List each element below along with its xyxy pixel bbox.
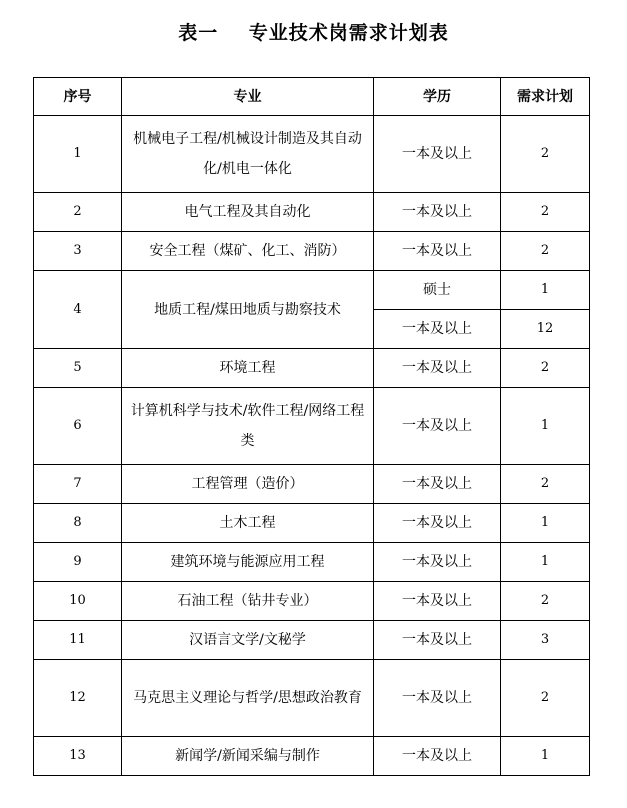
row-plan: 2 [501, 193, 590, 232]
row-major: 安全工程（煤矿、化工、消防） [122, 232, 374, 271]
row-major: 机械电子工程/机械设计制造及其自动化/机电一体化 [122, 116, 374, 193]
row-major: 工程管理（造价） [122, 465, 374, 504]
demand-table [33, 77, 590, 776]
row-major: 电气工程及其自动化 [122, 193, 374, 232]
row-plan: 2 [501, 232, 590, 271]
row-plan: 1 [501, 504, 590, 543]
row-number: 1 [34, 116, 122, 193]
row-education: 一本及以上 [374, 232, 501, 271]
row-number: 8 [34, 504, 122, 543]
row-number: 3 [34, 232, 122, 271]
row-number: 5 [34, 349, 122, 388]
row-number: 12 [34, 660, 122, 737]
row-major: 汉语言文学/文秘学 [122, 621, 374, 660]
row-major: 计算机科学与技术/软件工程/网络工程类 [122, 388, 374, 465]
header-plan: 需求计划 [501, 78, 590, 116]
row-education: 一本及以上 [374, 193, 501, 232]
row-education: 一本及以上 [374, 116, 501, 193]
row-education: 一本及以上 [374, 621, 501, 660]
header-major: 专业 [122, 78, 374, 116]
row-education: 一本及以上 [374, 465, 501, 504]
row-plan: 2 [501, 582, 590, 621]
row-plan: 2 [501, 116, 590, 193]
table-row [34, 504, 590, 543]
row-education: 一本及以上 [374, 310, 501, 349]
row-number: 2 [34, 193, 122, 232]
table-row [34, 465, 590, 504]
table-row [34, 660, 590, 737]
row-plan: 1 [501, 543, 590, 582]
row-plan: 2 [501, 349, 590, 388]
table-title: 表一 专业技术岗需求计划表 [178, 22, 449, 44]
row-major: 马克思主义理论与哲学/思想政治教育 [122, 660, 374, 737]
row-education: 一本及以上 [374, 582, 501, 621]
row-number: 13 [34, 737, 122, 776]
row-education: 一本及以上 [374, 388, 501, 465]
row-major: 土木工程 [122, 504, 374, 543]
table-row [34, 193, 590, 232]
row-major: 地质工程/煤田地质与勘察技术 [122, 271, 374, 349]
row-education: 一本及以上 [374, 737, 501, 776]
row-education: 一本及以上 [374, 504, 501, 543]
row-plan: 1 [501, 388, 590, 465]
row-plan: 1 [501, 737, 590, 776]
table-row [34, 621, 590, 660]
header-seq: 序号 [34, 78, 122, 116]
row-number: 9 [34, 543, 122, 582]
table-row [34, 388, 590, 465]
row-number: 10 [34, 582, 122, 621]
table-row [34, 271, 590, 310]
row-number: 7 [34, 465, 122, 504]
row-plan: 2 [501, 660, 590, 737]
table-row [34, 116, 590, 193]
row-education: 硕士 [374, 271, 501, 310]
row-plan: 2 [501, 465, 590, 504]
row-major: 建筑环境与能源应用工程 [122, 543, 374, 582]
header-education: 学历 [374, 78, 501, 116]
row-plan: 1 [501, 271, 590, 310]
row-number: 11 [34, 621, 122, 660]
row-plan: 12 [501, 310, 590, 349]
row-education: 一本及以上 [374, 349, 501, 388]
row-major: 环境工程 [122, 349, 374, 388]
table-row [34, 543, 590, 582]
table-row [34, 737, 590, 776]
row-major: 石油工程（钻井专业） [122, 582, 374, 621]
header-row [34, 78, 590, 116]
row-major: 新闻学/新闻采编与制作 [122, 737, 374, 776]
row-plan: 3 [501, 621, 590, 660]
row-education: 一本及以上 [374, 660, 501, 737]
row-number: 4 [34, 271, 122, 349]
row-education: 一本及以上 [374, 543, 501, 582]
table-row [34, 232, 590, 271]
table-row [34, 349, 590, 388]
table-row [34, 582, 590, 621]
row-number: 6 [34, 388, 122, 465]
